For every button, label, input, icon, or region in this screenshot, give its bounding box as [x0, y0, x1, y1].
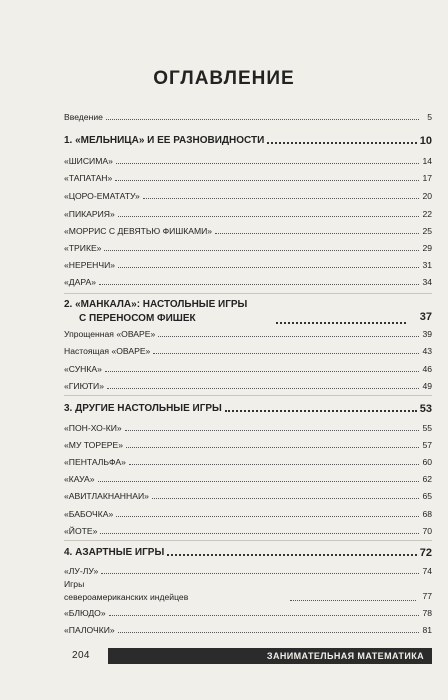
dot-leader — [118, 632, 419, 633]
toc-page-number: 10 — [419, 135, 432, 147]
toc-entry-label: «НЕРЕНЧИ» — [64, 260, 116, 270]
toc-page-number: 68 — [422, 509, 432, 519]
toc-entry — [64, 239, 432, 253]
toc-page-number: 29 — [422, 243, 432, 253]
dot-leader — [143, 198, 419, 199]
chapter-title: 3. ДРУГИЕ НАСТОЛЬНЫЕ ИГРЫ — [64, 403, 222, 414]
toc-page-number: 22 — [422, 209, 432, 219]
dot-leader — [276, 322, 406, 324]
toc-entry-label: Упрощенная «ОВАРЕ» — [64, 329, 156, 339]
dot-leader — [106, 119, 419, 120]
toc-entry — [64, 222, 432, 236]
toc-page-number: 62 — [422, 474, 432, 484]
toc-page-number: 55 — [422, 423, 432, 433]
toc-entry — [64, 621, 432, 635]
toc-page-number: 65 — [422, 491, 432, 501]
toc-entry-label: «БЛЮДО» — [64, 608, 106, 618]
toc-entry — [64, 205, 432, 219]
toc-page-number: 25 — [422, 226, 432, 236]
toc-page-number: 49 — [422, 381, 432, 391]
dot-leader — [167, 554, 417, 556]
toc-page-number: 57 — [422, 440, 432, 450]
dot-leader — [215, 233, 419, 234]
toc-entry-label: «СУНКА» — [64, 364, 102, 374]
toc-entry-label: «БАБОЧКА» — [64, 509, 114, 519]
section-divider — [64, 395, 432, 396]
toc-chapter-1 — [64, 130, 432, 146]
toc-page-number: 46 — [422, 364, 432, 374]
toc-entry-label: «ПЕНТАЛЬФА» — [64, 457, 126, 467]
dot-leader — [116, 516, 419, 517]
dot-leader — [152, 498, 419, 499]
toc-chapter-2 — [64, 298, 432, 326]
footer-page-number: 204 — [64, 648, 108, 664]
toc-entry — [64, 377, 432, 391]
toc-page-number: 77 — [422, 591, 432, 601]
toc-entry — [64, 522, 432, 536]
dot-leader — [115, 180, 419, 181]
toc-entry — [64, 436, 432, 450]
toc-entry-label: «ГИЮТИ» — [64, 381, 105, 391]
toc-entry-label: «ПАЛОЧКИ» — [64, 625, 115, 635]
dot-leader — [125, 430, 419, 431]
toc-page-number: 17 — [422, 173, 432, 183]
toc-page-number: 53 — [419, 403, 432, 415]
toc-entry-label-line-1: Игры — [64, 579, 85, 589]
toc-entry-label: Введение — [64, 112, 103, 122]
toc-page-number: 72 — [419, 547, 432, 559]
dot-leader — [118, 216, 419, 217]
dot-leader — [116, 163, 419, 164]
dot-leader — [126, 447, 419, 448]
toc-entry-label: «ЙОТЕ» — [64, 526, 98, 536]
toc-page-number: 20 — [422, 191, 432, 201]
dot-leader — [98, 481, 419, 482]
dot-leader — [153, 353, 419, 354]
page-footer — [64, 648, 432, 664]
toc-entry — [64, 419, 432, 433]
dot-leader — [118, 267, 419, 268]
toc-page-number: 70 — [422, 526, 432, 536]
toc-entry-label: «ПИКАРИЯ» — [64, 209, 115, 219]
toc-entry — [64, 342, 432, 356]
dot-leader — [101, 573, 419, 574]
toc-entry — [64, 187, 432, 201]
toc-entry — [64, 470, 432, 484]
section-divider — [64, 293, 432, 294]
dot-leader — [129, 464, 419, 465]
chapter-title-line-1: 2. «МАНКАЛА»: НАСТОЛЬНЫЕ ИГРЫ — [64, 299, 248, 310]
toc-page-number: 14 — [422, 156, 432, 166]
toc-entry-label-line-2: североамериканских индейцев — [64, 592, 189, 602]
footer-book-title: ЗАНИМАТЕЛЬНАЯ МАТЕМАТИКА — [266, 651, 424, 661]
toc-entry-introduction — [64, 108, 432, 122]
toc-entry-label: «ЛУ-ЛУ» — [64, 566, 99, 576]
toc-page-number: 39 — [422, 329, 432, 339]
chapter-title-line-2: С ПЕРЕНОСОМ ФИШЕК — [79, 313, 196, 324]
dot-leader — [100, 533, 419, 534]
dot-leader — [267, 142, 416, 144]
toc-entry — [64, 505, 432, 519]
toc-entry — [64, 325, 432, 339]
toc-entry-label: «ТРИКЕ» — [64, 243, 102, 253]
toc-page-number: 37 — [419, 311, 432, 323]
page-title: ОГЛАВЛЕНИЕ — [153, 68, 295, 89]
toc-entry-label: «АВИТЛАКНАННАИ» — [64, 491, 149, 501]
toc-entry — [64, 578, 432, 604]
dot-leader — [99, 284, 419, 285]
toc-entry-label: «КАУА» — [64, 474, 95, 484]
dot-leader — [290, 600, 416, 601]
toc-entry-label: «МУ ТОРЕРЕ» — [64, 440, 124, 450]
toc-entry — [64, 562, 432, 576]
chapter-title: 4. АЗАРТНЫЕ ИГРЫ — [64, 547, 165, 558]
section-divider — [64, 540, 432, 541]
dot-leader — [109, 615, 419, 616]
toc-entry-label: «ДАРА» — [64, 277, 96, 287]
toc-page-number: 5 — [427, 112, 432, 122]
dot-leader — [158, 336, 419, 337]
toc-entry — [64, 604, 432, 618]
toc-chapter-4 — [64, 542, 432, 558]
toc-chapter-3 — [64, 398, 432, 414]
toc-page-number: 34 — [422, 277, 432, 287]
toc-entry — [64, 152, 432, 166]
toc-page-number: 60 — [422, 457, 432, 467]
toc-entry-label: «ШИСИМА» — [64, 156, 113, 166]
toc-entry — [64, 360, 432, 374]
toc-entry-label: «ЦОРО-ЕМАТАТУ» — [64, 191, 140, 201]
toc-page-number: 74 — [422, 566, 432, 576]
toc-page-number: 43 — [422, 346, 432, 356]
dot-leader — [105, 371, 419, 372]
toc-entry — [64, 453, 432, 467]
toc-page-number: 81 — [422, 625, 432, 635]
toc-entry — [64, 487, 432, 501]
dot-leader — [104, 250, 419, 251]
toc-entry-label: «ТАПАТАН» — [64, 173, 113, 183]
toc-page-number: 78 — [422, 608, 432, 618]
dot-leader — [107, 388, 419, 389]
toc-entry — [64, 256, 432, 270]
chapter-title: 1. «МЕЛЬНИЦА» И ЕЕ РАЗНОВИДНОСТИ — [64, 135, 265, 146]
toc-page-number: 31 — [422, 260, 432, 270]
toc-entry — [64, 273, 432, 287]
dot-leader — [225, 410, 417, 412]
toc-entry-label: «МОРРИС С ДЕВЯТЬЮ ФИШКАМИ» — [64, 226, 213, 236]
toc-entry-label: «ПОН-ХО-КИ» — [64, 423, 122, 433]
toc-entry — [64, 169, 432, 183]
toc-entry-label: Настоящая «ОВАРЕ» — [64, 346, 151, 356]
